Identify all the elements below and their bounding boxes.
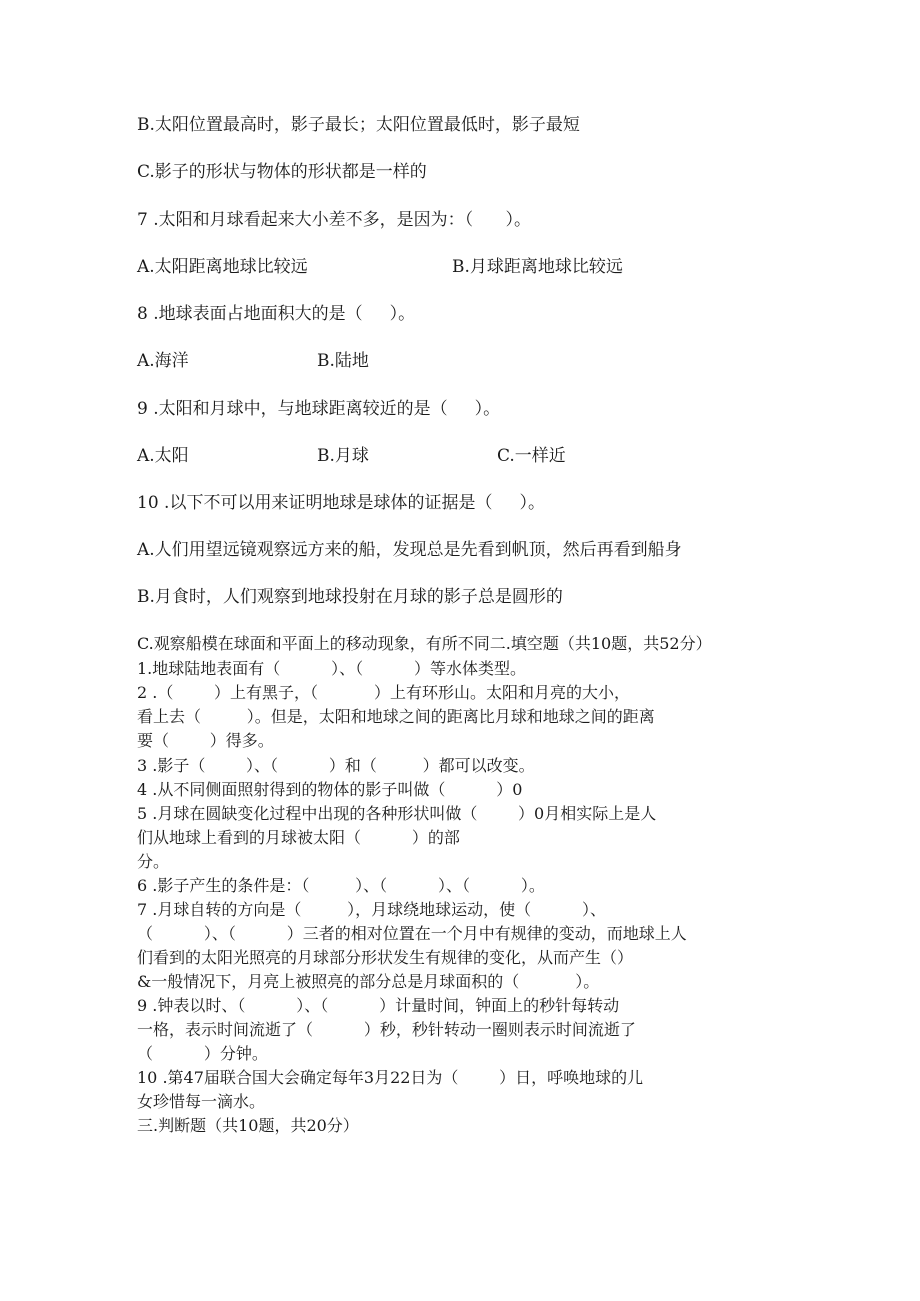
fill-question-7: 7 .月球自转的方向是（ ），月球绕地球运动，使（ ）、 [137,900,606,919]
fill-question-9-line-2: 一格，表示时间流逝了（ ）秒，秒针转动一圈则表示时间流逝了 [137,1020,636,1039]
fill-question-9-line-3: （ ）分钟。 [137,1044,268,1063]
question-9: 9 .太阳和月球中，与地球距离较近的是（ ）。 [137,399,501,419]
fill-question-6: 6 .影子产生的条件是：（ ）、（ ）、（ ）。 [137,876,545,895]
fill-question-2: 2 .（ ）上有黑子，（ ）上有环形山。太阳和月亮的大小， [137,683,630,702]
question-8-option-a: A.海洋 [137,351,189,371]
fill-question-3: 3 .影子（ ）、（ ）和（ ）都可以改变。 [137,756,535,775]
fill-question-5-line-3: 分。 [137,852,170,871]
question-6-option-c: C.影子的形状与物体的形状都是一样的 [137,162,427,182]
question-10-option-b: B.月食时，人们观察到地球投射在月球的影子总是圆形的 [137,587,563,607]
question-9-option-a: A.太阳 [137,446,189,466]
section-3-heading: 三.判断题（共10题，共20分） [137,1116,359,1135]
question-9-option-b: B.月球 [317,446,369,466]
fill-question-7-line-3: 们看到的太阳光照亮的月球部分形状发生有规律的变化，从而产生（） [137,948,634,967]
fill-question-10-line-2: 女珍惜每一滴水。 [137,1092,266,1111]
fill-question-7-line-2: （ ）、（ ）三者的相对位置在一个月中有规律的变动，而地球上人 [137,924,687,943]
fill-question-5-line-2: 们从地球上看到的月球被太阳（ ）的部 [137,828,460,847]
question-8-option-b: B.陆地 [317,351,369,371]
question-10-option-c: C.观察船模在球面和平面上的移动现象，有所不同二.填空题（共10题，共52分） [137,634,712,653]
question-10-option-a: A.人们用望远镜观察远方来的船，发现总是先看到帆顶，然后再看到船身 [137,540,682,560]
fill-question-1: 1.地球陆地表面有（ ）、（ ）等水体类型。 [137,659,526,678]
fill-question-9: 9 .钟表以时、（ ）、（ ）计量时间，钟面上的秒针每转动 [137,996,620,1015]
question-8: 8 .地球表面占地面积大的是（ ）。 [137,304,416,324]
fill-question-5: 5 .月球在圆缺变化过程中出现的各种形状叫做（ ）0月相实际上是人 [137,804,657,823]
fill-question-2-line-3: 要（ ）得多。 [137,731,274,750]
fill-question-4: 4 .从不同侧面照射得到的物体的影子叫做（ ）0 [137,780,523,799]
question-9-option-c: C.一样近 [497,446,566,466]
question-7: 7 .太阳和月球看起来大小差不多，是因为：（ ）。 [137,210,532,230]
question-6-option-b: B.太阳位置最高时，影子最长；太阳位置最低时，影子最短 [137,115,580,135]
question-7-option-b: B.月球距离地球比较远 [452,257,623,277]
fill-question-10: 10 .第47届联合国大会确定每年3月22日为（ ）日，呼唤地球的儿 [137,1068,644,1087]
fill-question-8: &一般情况下，月亮上被照亮的部分总是月球面积的（ ）。 [137,972,600,991]
question-7-option-a: A.太阳距离地球比较远 [137,257,308,277]
question-10: 10 .以下不可以用来证明地球是球体的证据是（ ）。 [137,493,545,513]
fill-question-2-line-2: 看上去（ ）。但是，太阳和地球之间的距离比月球和地球之间的距离 [137,707,655,726]
